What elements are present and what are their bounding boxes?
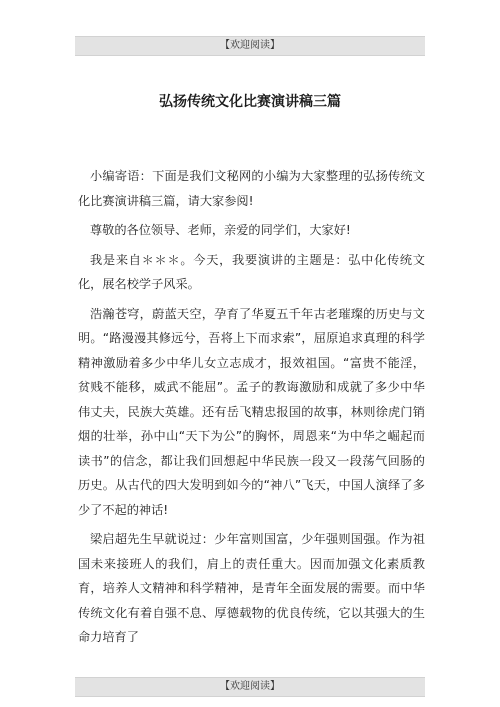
paragraph-editor-note: 小编寄语：下面是我们文秘网的小编为大家整理的弘扬传统文化比赛演讲稿三篇，请大家参阅! (78, 169, 425, 208)
document-title: 弘扬传统文化比赛演讲稿三篇 (159, 94, 341, 110)
paragraph-greeting: 尊敬的各位领导、老师，亲爱的同学们，大家好! (90, 223, 351, 237)
bottom-banner: 【欢迎阅读】 (75, 677, 425, 697)
document-body (78, 164, 425, 655)
paragraph-history: 浩瀚苍穹，蔚蓝天空，孕育了华夏五千年古老璀璨的历史与文明。“路漫漫其修远兮，吾将上下而求索”，屈原追求真理的科学精神激励着多少中华儿女立志成才，报效祖国。“富贵不能淫，贫贱不能移，威武不能屈”。孟子的教诲激励和成就了多少中华伟丈夫，民族大英雄。还有岳飞精忠报国的故事，林则徐虎门销烟的壮举，孙中山“天下为公”的胸怀，周恩来“为中华之崛起而读书”的信念，都让我们回想起中华民族一段又一段荡气回肠的历史。从古代的四大发明到如今的“神八”飞天，中国人演绎了多少了不起的神话! (78, 306, 425, 517)
top-banner: 【欢迎阅读】 (75, 36, 425, 56)
paragraph-intro: 我是来自＊＊＊。今天，我要演讲的主题是：弘中化传统文化，展名校学子风采。 (78, 252, 425, 291)
paragraph-liang-qichao: 梁启超先生早就说过：少年富则国富，少年强则国强。作为祖国未来接班人的我们，肩上的责任重大。因而加强文化素质教育，培养人文精神和科学精神，是青年全面发展的需要。而中华传统文化有着自强不息、厚德载物的优良传统，它以其强大的生命力培育了 (78, 532, 425, 644)
